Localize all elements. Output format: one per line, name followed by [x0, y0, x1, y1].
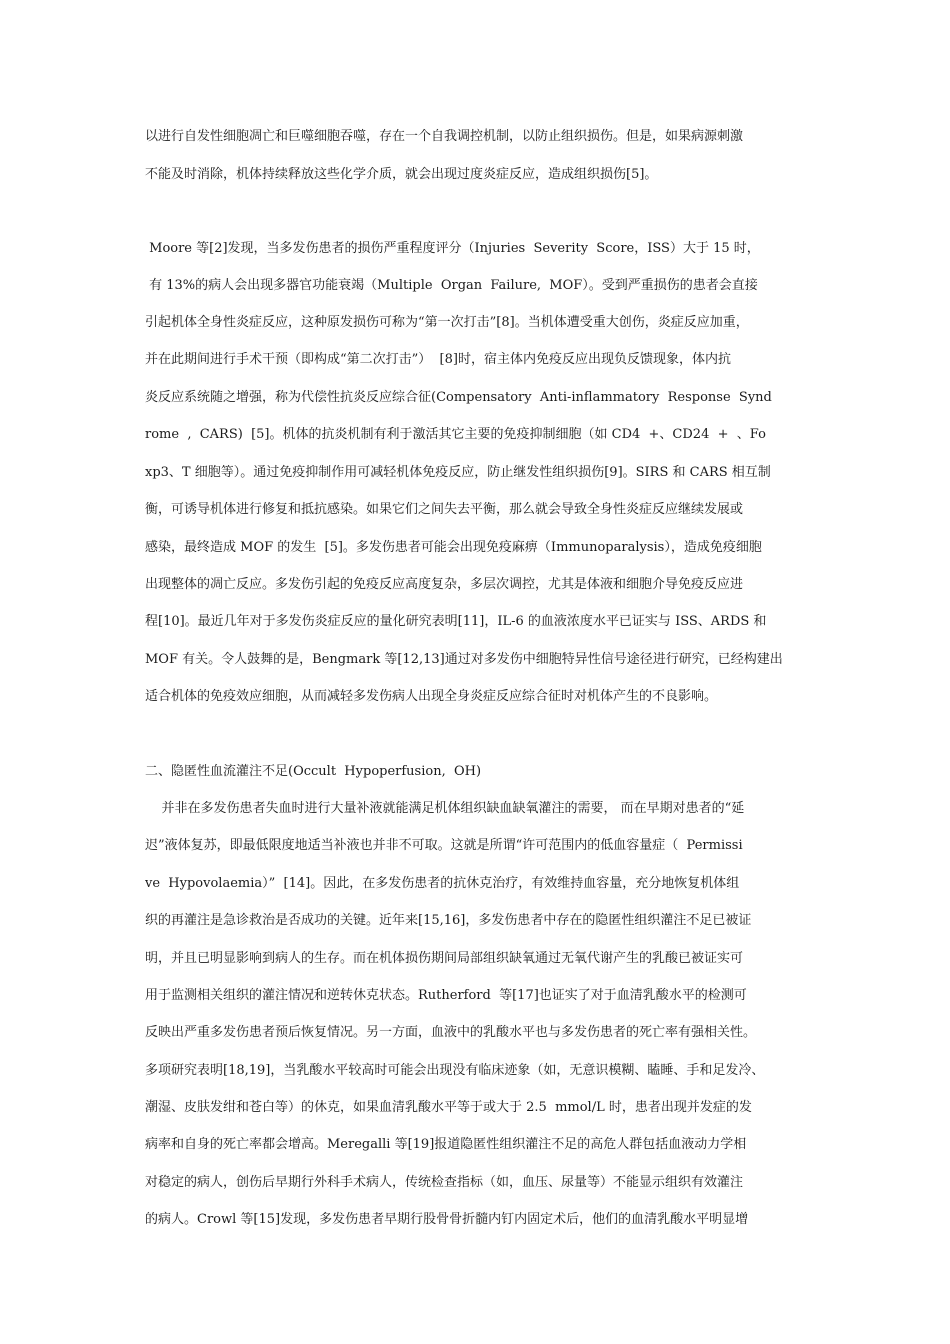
text-line: 并非在多发伤患者失血时进行大量补液就能满足机体组织缺血缺氧灌注的需要， 而在早期对患者的“延 — [145, 801, 745, 816]
text-line: ve Hypovolaemia）” [14]。因此，在多发伤患者的抗休克治疗，有效维持血容量，充分地恢复机体组 — [145, 876, 740, 891]
text-line: 织的再灌注是急诊救治是否成功的关键。近年来[15,16]，多发伤患者中存在的隐匿性组织灌注不足已被证 — [145, 913, 752, 928]
text-line: 不能及时消除，机体持续释放这些化学介质，就会出现过度炎症反应，造成组织损伤[5]。 — [145, 167, 658, 182]
text-line: 的病人。Crowl 等[15]发现，多发伤患者早期行股骨骨折髓内钉内固定术后，他们的血清乳酸水平明显增 — [145, 1212, 749, 1227]
text-line: 以进行自发性细胞凋亡和巨噬细胞吞噬，存在一个自我调控机制，以防止组织损伤。但是，如果病源刺激 — [145, 129, 744, 144]
section-heading: 二、隐匿性血流灌注不足(Occult Hypoperfusion, OH) — [145, 764, 482, 779]
text-line: 程[10]。最近几年对于多发伤炎症反应的量化研究表明[11]，IL-6 的血液浓度水平已证实与 ISS、ARDS 和 — [145, 614, 767, 629]
text-line: 炎反应系统随之增强，称为代偿性抗炎反应综合征(Compensatory Anti-inflammatory Response Synd — [145, 390, 772, 405]
text-line: 有 13%的病人会出现多器官功能衰竭（Multiple Organ Failure, MOF）。受到严重损伤的患者会直接 — [145, 278, 758, 293]
text-line: 反映出严重多发伤患者预后恢复情况。另一方面，血液中的乳酸水平也与多发伤患者的死亡率有强相关性。 — [145, 1025, 757, 1040]
text-line: MOF 有关。令人鼓舞的是，Bengmark 等[12,13]通过对多发伤中细胞特异性信号途径进行研究，已经构建出 — [145, 652, 783, 667]
text-line: 出现整体的凋亡反应。多发伤引起的免疫反应高度复杂，多层次调控，尤其是体液和细胞介导免疫反应进 — [145, 577, 744, 592]
text-line: 病率和自身的死亡率都会增高。Meregalli 等[19]报道隐匿性组织灌注不足的高危人群包括血液动力学相 — [145, 1137, 747, 1152]
text-line: 适合机体的免疫效应细胞，从而减轻多发伤病人出现全身炎症反应综合征时对机体产生的不良影响。 — [145, 689, 718, 704]
text-line: 多项研究表明[18,19]，当乳酸水平较高时可能会出现没有临床迹象（如，无意识模糊、瞌睡、手和足发冷、 — [145, 1063, 765, 1078]
text-line: 迟”液体复苏，即最低限度地适当补液也并非不可取。这就是所谓“许可范围内的低血容量症（ Permissi — [145, 838, 743, 853]
text-line: 用于监测相关组织的灌注情况和逆转休克状态。Rutherford 等[17]也证实了对于血清乳酸水平的检测可 — [145, 988, 747, 1003]
text-line: xp3、T 细胞等）。通过免疫抑制作用可减轻机体免疫反应，防止继发性组织损伤[9]。SIRS 和 CARS 相互制 — [145, 465, 771, 480]
text-line: 衡，可诱导机体进行修复和抵抗感染。如果它们之间失去平衡，那么就会导致全身性炎症反应继续发展或 — [145, 502, 744, 517]
text-line: 引起机体全身性炎症反应，这种原发损伤可称为“第一次打击”[8]。当机体遭受重大创伤，炎症反应加重， — [145, 315, 749, 330]
text-line: rome , CARS) [5]。机体的抗炎机制有利于激活其它主要的免疫抑制细胞（如 CD4 +、CD24 + 、Fo — [145, 427, 766, 442]
text-line: 并在此期间进行手术干预（即构成“第二次打击”） [8]时，宿主体内免疫反应出现负反馈现象，体内抗 — [145, 352, 731, 367]
text-line: 潮湿、皮肤发绀和苍白等）的休克，如果血清乳酸水平等于或大于 2.5 mmol/L 时，患者出现并发症的发 — [145, 1100, 752, 1115]
text-line: 对稳定的病人，创伤后早期行外科手术病人，传统检查指标（如，血压、尿量等）不能显示组织有效灌注 — [145, 1175, 744, 1190]
text-line: 明，并且已明显影响到病人的生存。而在机体损伤期间局部组织缺氧通过无氧代谢产生的乳酸已被证实可 — [145, 951, 744, 966]
text-line: 感染，最终造成 MOF 的发生 [5]。多发伤患者可能会出现免疫麻痹（Immunoparalysis），造成免疫细胞 — [145, 540, 762, 555]
text-line: Moore 等[2]发现，当多发伤患者的损伤严重程度评分（Injuries Severity Score，ISS）大于 15 时， — [145, 241, 760, 256]
